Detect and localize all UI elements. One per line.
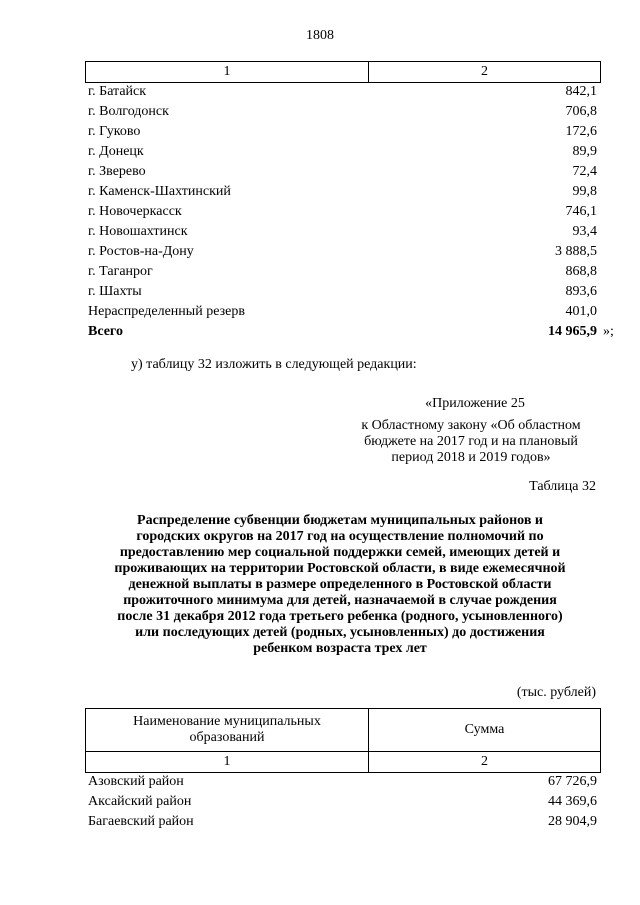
table-row (88, 202, 597, 222)
total-value: 14 965,9 (548, 324, 597, 339)
row-name: г. Волгодонск (88, 104, 169, 119)
row-value: 44 369,6 (548, 794, 597, 809)
table-label: Таблица 32 (529, 479, 596, 494)
table2-header-col2: Сумма (464, 722, 505, 737)
header-line: Наименование муниципальных (133, 714, 321, 729)
units-label: (тыс. рублей) (516, 685, 596, 700)
row-value: 3 888,5 (555, 244, 597, 259)
row-value: 28 904,9 (548, 814, 597, 829)
table-row (88, 82, 597, 102)
table-row (88, 302, 597, 322)
table-row (88, 282, 597, 302)
appendix-line: период 2018 и 2019 годов» (391, 450, 551, 465)
table-row (88, 102, 597, 122)
row-name: г. Шахты (88, 284, 142, 299)
table2-number-col2: 2 (481, 754, 488, 769)
total-label: Всего (88, 324, 123, 339)
row-value: 893,6 (565, 284, 597, 299)
table-row (88, 182, 597, 202)
appendix-line: «Приложение 25 (425, 396, 525, 411)
row-name: г. Зверево (88, 164, 146, 179)
row-name: г. Донецк (88, 144, 144, 159)
table-row (88, 262, 597, 282)
row-name: г. Новочеркасск (88, 204, 182, 219)
table2-body (88, 772, 597, 832)
table1-header-col1: 1 (223, 64, 231, 79)
row-name: г. Таганрог (88, 264, 153, 279)
row-value: 868,8 (565, 264, 597, 279)
row-value: 401,0 (565, 304, 597, 319)
title-line: после 31 декабря 2012 года третьего ребенка (родного, усыновленного) (117, 609, 563, 624)
title-line: проживающих на территории Ростовской области, в виде ежемесячной (114, 561, 566, 576)
title-line: прожиточного минимума для детей, назначаемой в случае рождения (123, 593, 557, 608)
title-line: ребенком возраста трех лет (253, 641, 427, 656)
appendix-reference (340, 396, 602, 466)
table2-header-col1 (86, 709, 368, 751)
instruction-text: у) таблицу 32 изложить в следующей редакции: (131, 357, 417, 372)
table1-header (85, 61, 601, 83)
row-name: г. Новошахтинск (88, 224, 188, 239)
row-value: 746,1 (565, 204, 597, 219)
row-name: г. Батайск (88, 84, 147, 99)
table2-header (85, 708, 601, 773)
table-row (88, 162, 597, 182)
title-line: или последующих детей (родных, усыновленных) до достижения (135, 625, 545, 640)
table-row (88, 812, 597, 832)
row-name: Нераспределенный резерв (88, 304, 245, 319)
title-line: Распределение субвенции бюджетам муниципальных районов и (137, 513, 543, 528)
row-name: г. Ростов-на-Дону (88, 244, 194, 259)
row-value: 172,6 (565, 124, 597, 139)
row-name: г. Гуково (88, 124, 141, 139)
row-value: 99,8 (572, 184, 597, 199)
row-name: Азовский район (88, 774, 184, 789)
row-value: 842,1 (565, 84, 597, 99)
row-name: Аксайский район (88, 794, 192, 809)
row-value: 67 726,9 (548, 774, 597, 789)
table-row (88, 792, 597, 812)
appendix-line: к Областному закону «Об областном (361, 418, 581, 433)
row-value: 89,9 (572, 144, 597, 159)
title-line: городских округов на 2017 год на осуществление полномочий по (136, 529, 544, 544)
header-line: образований (189, 730, 265, 745)
table1-body (88, 82, 597, 342)
table-title (60, 513, 620, 657)
table-row (88, 772, 597, 792)
row-value: 72,4 (572, 164, 597, 179)
title-line: предоставлению мер социальной поддержки семей, имеющих детей и (119, 545, 561, 560)
table-row (88, 222, 597, 242)
row-name: г. Каменск-Шахтинский (88, 184, 231, 199)
table-row (88, 122, 597, 142)
table-row (88, 242, 597, 262)
table2-number-col1: 1 (223, 754, 231, 769)
table-row (88, 142, 597, 162)
page-number: 1808 (306, 28, 334, 43)
appendix-line: бюджете на 2017 год и на плановый (364, 434, 578, 449)
closing-quote: »; (603, 324, 614, 339)
table1-header-col2: 2 (481, 64, 488, 79)
total-row (88, 322, 597, 342)
title-line: денежной выплаты в размере определенного в Ростовской области (128, 577, 552, 592)
row-value: 93,4 (572, 224, 597, 239)
row-name: Багаевский район (88, 814, 194, 829)
row-value: 706,8 (565, 104, 597, 119)
